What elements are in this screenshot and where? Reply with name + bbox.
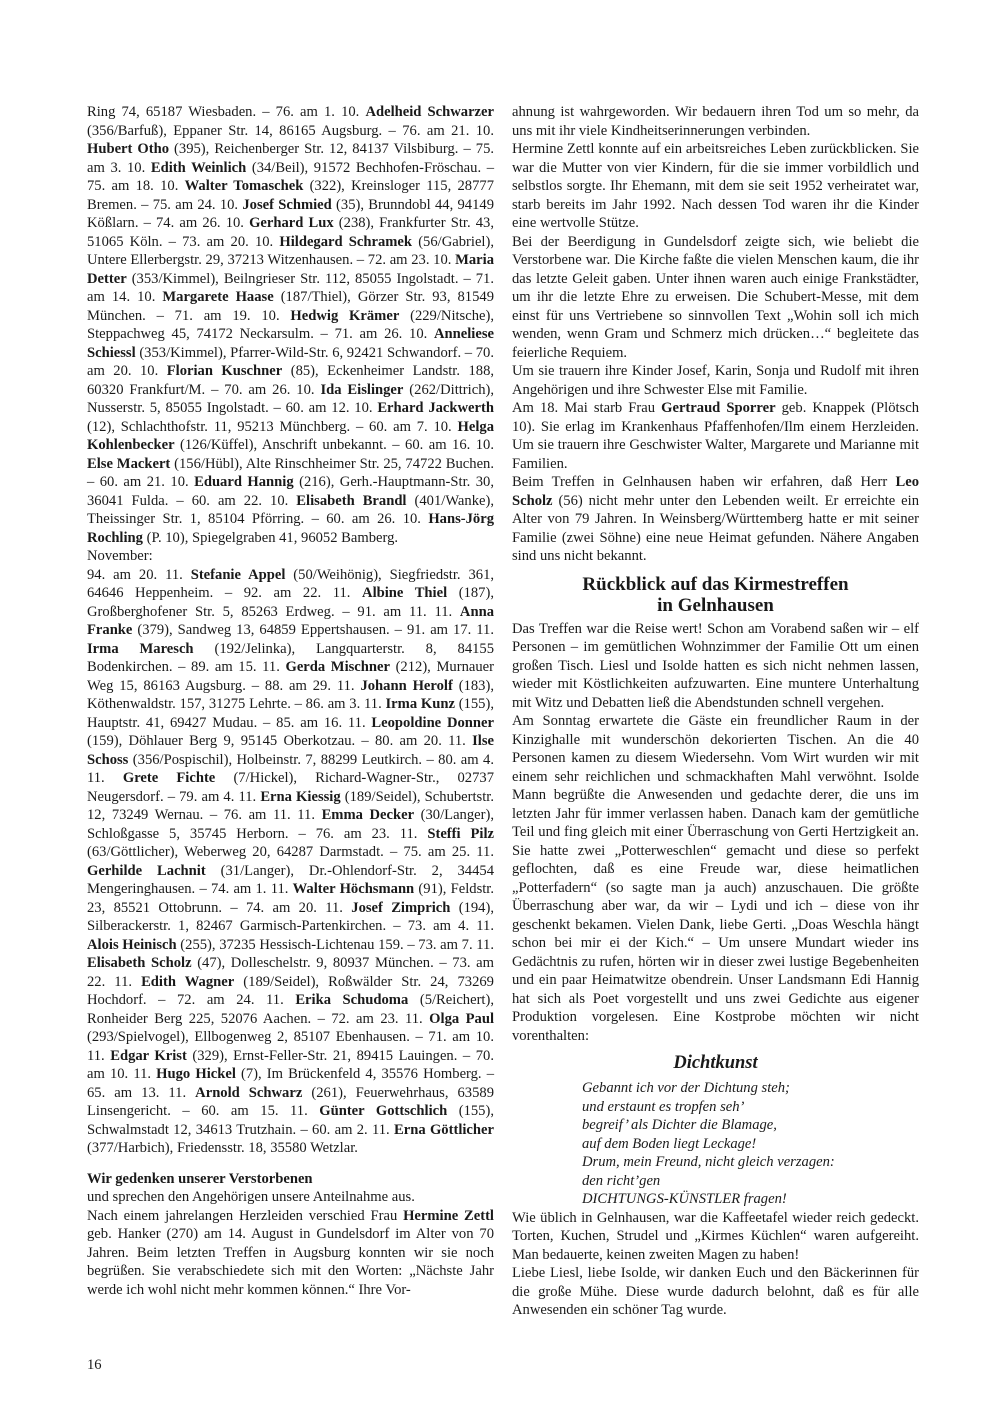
- person-name: Erna Kiessig: [260, 788, 341, 805]
- text-run: (12), Schlachthofstr. 11, 95213 Münchberg. – 60. am 7. 10.: [87, 418, 458, 435]
- text-run: (322), Kreinsloger 115, 28777 Bremen. – 75. am 24. 10.: [87, 178, 494, 213]
- person-name: Hermine Zettl: [403, 1207, 494, 1224]
- text-run: (126/Küffel), Anschrift unbekannt. – 60. am 16. 10.: [174, 437, 494, 453]
- birthday-list-october: [87, 103, 494, 547]
- paragraph: [512, 1264, 919, 1320]
- person-name: Erhard Jackwerth: [377, 400, 494, 416]
- text-run: (50/Weihönig), Siegfriedstr. 361, 64646 Heppenheim. – 92. am 22. 11.: [87, 566, 495, 601]
- left-column: [87, 103, 494, 1299]
- person-name: Edgar Krist: [110, 1047, 187, 1064]
- person-name: Josef Schmied: [242, 196, 332, 213]
- person-name: Johann Herolf: [360, 677, 453, 694]
- person-name: Leopoldine Donner: [371, 714, 494, 731]
- person-name: Emma Decker: [321, 807, 415, 823]
- person-name: Stefanie Appel: [190, 566, 286, 583]
- text-run: (187), Großberghofener Str. 5, 85263 Erdweg. – 91. am 11. 11.: [87, 585, 494, 620]
- person-name: Hildegard Schramek: [279, 233, 413, 250]
- person-name: Josef Zimprich: [351, 899, 451, 916]
- person-name: Margarete Haase: [162, 289, 274, 305]
- text-run: (293/Spielvogel), Ellbogenweg 2, 85107 Ebenhausen. – 71. am 10. 11.: [87, 1029, 494, 1064]
- person-name: Hubert Otho: [87, 141, 170, 157]
- text-run: (401/Wanke), Theissinger Str. 1, 85104 Pförring. – 60. am 26. 10.: [87, 492, 494, 527]
- text-run: (159), Döhlauer Berg 9, 95145 Oberkotzau. – 80. am 20. 11.: [87, 733, 473, 749]
- text-run: geb. Knappek (Plötsch 10). Sie erlag im Krankenhaus Pfaffenhofen/Ilm einem Herzleiden. Um sie trauern ihre Geschwister Walter, Margarete und Marianne mit Familien.: [512, 400, 919, 472]
- text-run: (187/Thiel), Görzer Str. 93, 81549 München. – 71. am 19. 10.: [87, 289, 494, 324]
- person-name: Grete Fichte: [122, 770, 216, 786]
- text-run: Am 18. Mai starb Frau: [512, 400, 662, 416]
- person-name: Hugo Hickel: [156, 1066, 236, 1082]
- person-name: Anneliese Schiessl: [87, 326, 494, 361]
- text-run: (85), Eckenheimer Landstr. 188, 60320 Frankfurt/M. – 70. am 26. 10.: [87, 363, 495, 398]
- poem-line: DICHTUNGS-KÜNSTLER fragen!: [582, 1191, 787, 1207]
- person-name: Helga Kohlenbecker: [87, 418, 494, 453]
- paragraph: [512, 103, 919, 140]
- person-name: Irma Maresch: [87, 640, 194, 657]
- text-run: (194), Silberackerstr. 1, 82467 Garmisch-Partenkirchen. – 73. am 4. 11.: [87, 899, 494, 934]
- deceased-subline: und sprechen den Angehörigen unsere Anteilnahme aus.: [87, 1189, 415, 1205]
- article-title: [512, 574, 919, 616]
- paragraph: [512, 712, 919, 1045]
- person-name: Edith Weinlich: [150, 159, 247, 176]
- text-run: (189/Seidel), Roßwälder Str. 24, 73269 Hochdorf. – 72. am 24. 11.: [87, 973, 494, 1008]
- person-name: Olga Paul: [429, 1010, 495, 1027]
- text-run: Bei der Beerdigung in Gundelsdorf zeigte sich, wie beliebt die Verstorbene war. Die Kirche faßte die vielen Menschen kaum, die ihr das letzte Geleit gaben. Unter ihnen waren auch einige Frankstädter, um ihr die letzte Ehre zu erweisen. Die Schubert-Messe, mit dem einst für uns Vertriebene so sinnvollen Text „Wohin soll ich mich wenden, wenn Gram und Schmerz mich drücken…“ begleitete das feierliche Requiem.: [512, 233, 919, 361]
- person-name: Ida Eislinger: [320, 381, 404, 398]
- person-name: Elisabeth Scholz: [87, 955, 192, 971]
- text-run: (155), Schwalmstadt 12, 34613 Trutzhain. – 60. am 2. 11.: [87, 1103, 494, 1138]
- text-run: (30/Langer), Schloßgasse 5, 35745 Herborn. – 76. am 23. 11.: [87, 807, 494, 842]
- person-name: Alois Heinisch: [87, 936, 177, 953]
- text-run: (56) nicht mehr unter den Lebenden weilt. Er erreichte ein Alter von 79 Jahren. In Weinsberg/Württemberg hatte er mit seiner Familie (zwei Söhne) eine neue Heimat gefunden. Nähere Angaben sind uns nicht bekannt.: [512, 492, 919, 564]
- text-run: (34/Beil), 91572 Bechhofen-Fröschau. – 75. am 18. 10.: [87, 159, 495, 194]
- article-body: [512, 620, 919, 1046]
- text-run: (216), Gerh.-Hauptmann-Str. 30, 36041 Fulda. – 60. am 22. 10.: [87, 474, 494, 509]
- person-name: Hans-Jörg Rochling: [87, 511, 494, 546]
- text-run: (91), Feldstr. 23, 85521 Ottobrunn. – 74. am 20. 11.: [87, 881, 495, 916]
- paragraph: [512, 140, 919, 233]
- text-run: (262/Dittrich), Nusserstr. 5, 85055 Ingolstadt. – 60. am 12. 10.: [87, 381, 494, 416]
- text-run: (47), Dolleschelstr. 9, 80937 München. – 73. am 22. 11.: [87, 955, 494, 990]
- article-title-line-2: in Gelnhausen: [657, 594, 774, 616]
- november-label: November:: [87, 548, 153, 564]
- person-name: Irma Kunz: [385, 696, 455, 712]
- person-name: Albine Thiel: [362, 585, 448, 601]
- text-run: (356/Barfuß), Eppaner Str. 14, 86165 Augsburg. – 76. am 21. 10.: [87, 122, 494, 139]
- text-run: (255), 37235 Hessisch-Lichtenau 159. – 73. am 7. 11.: [176, 936, 494, 953]
- deceased-heading: Wir gedenken unserer Verstorbenen: [87, 1170, 313, 1187]
- text-run: Wie üblich in Gelnhausen, war die Kaffeetafel wieder reich gedeckt. Torten, Kuchen, Strudel und „Kirmes Küchlen“ waren aufgereiht. Man bedauerte, keinen zweiten Magen zu haben!: [512, 1209, 919, 1263]
- text-run: (63/Göttlicher), Weberweg 20, 64287 Darmstadt. – 75. am 25. 11.: [87, 844, 494, 860]
- person-name: Gerda Mischner: [285, 659, 390, 675]
- obituary-zettl: [87, 1207, 494, 1300]
- text-run: Das Treffen war die Reise wert! Schon am Vorabend saßen wir – elf Personen – im gemütlichen Wohnzimmer der Familie Ott um einen großen Tisch. Liesl und Isolde hatten es sich nicht nehmen lassen, wieder mit Köstlichkeiten aufzuwarten. Eine muntere Unterhaltung mit Witz und Debatten ließ die Abendstunden schnell vergehen.: [512, 620, 919, 711]
- text-run: (229/Nitsche), Steppachweg 45, 74172 Neckarsulm. – 71. am 26. 10.: [87, 307, 494, 342]
- paragraph: [512, 473, 919, 566]
- poem-line: auf dem Boden liegt Leckage!: [582, 1135, 757, 1152]
- text-run: (156/Hübl), Alte Rinschheimer Str. 25, 74722 Buchen. – 60. am 21. 10.: [87, 455, 495, 490]
- person-name: Leo Scholz: [512, 474, 919, 509]
- person-name: Hedwig Krämer: [290, 307, 400, 324]
- person-name: Else Mackert: [87, 455, 171, 472]
- person-name: Gertraud Sporrer: [661, 400, 776, 416]
- person-name: Anna Franke: [87, 603, 494, 638]
- text-run: Ring 74, 65187 Wiesbaden. – 76. am 1. 10.: [87, 104, 366, 120]
- text-run: Um sie trauern ihre Kinder Josef, Karin, Sonja und Rudolf mit ihren Angehörigen und ihre Schwester Else mit Familie.: [512, 363, 919, 398]
- paragraph: [512, 620, 919, 713]
- text-run: (261), Feuerwehrhaus, 63589 Linsengericht. – 60. am 15. 11.: [87, 1084, 494, 1119]
- person-name: Adelheid Schwarzer: [365, 104, 494, 120]
- poem-line: den richt’gen: [582, 1172, 661, 1189]
- poem-line: Gebannt ich vor der Dichtung steh;: [582, 1080, 790, 1096]
- text-run: (35), Brunndobl 44, 94149 Kößlarn. – 74. am 26. 10.: [87, 196, 494, 231]
- text-run: Am Sonntag erwartete die Gäste ein freundlicher Raum in der Kinzighalle mit wunderschön dekorierten Tischen. An die 40 Personen kamen zu diesem Wiedersehn. Vom Wirt wurden wir mit einem sehr reichlichen und schmackhaften Mahl verwöhnt. Isolde Mann begrüßte die Anwesenden und gedachte derer, die uns im letzten Jahr für immer verlassen haben. Danach kam der gemütliche Teil und fing gleich mit einer Überraschung von Gerti Hertzigkeit an. Sie hatte zwei „Potterweschlen“ gemacht und diese so perfekt geflochten, daß es eine Freude war, diese heimatlichen „Potterfadern“ (so sagte man ja auch) anzuschauen. Die größte Überraschung aber war, da wir – Lydi und ich – diese von ihr geschenkt bekamen. Vielen Dank, liebe Gerti. „Doas Weschla hängt schon bei mir ei der Kich.“ – Um unsere Mundart wieder ins Gedächtnis zu rufen, hörten wir in dieser zwei lustige Begebenheiten und ein paar Heimatwitze obendrein. Unser Landsmann Edi Hannig hat sich als Poet vorgestellt und uns zwei Gedichte aus eigener Produktion vorgelesen. Eine Kostprobe möchten wir nicht vorenthalten:: [512, 713, 919, 1044]
- paragraph: [512, 362, 919, 399]
- paragraph: [512, 233, 919, 363]
- poem: [582, 1079, 919, 1209]
- text-run: (238), Frankfurter Str. 43, 51065 Köln. – 73. am 20. 10.: [87, 215, 494, 250]
- text-run: (7), Im Brückenfeld 4, 35576 Homberg. – 65. am 13. 11.: [87, 1066, 495, 1101]
- person-name: Ilse Schoss: [87, 733, 494, 768]
- paragraph: [512, 399, 919, 473]
- text-run: (353/Kimmel), Beilngrieser Str. 112, 85055 Ingolstadt. – 71. am 14. 10.: [87, 270, 494, 305]
- page-number: 16: [87, 1357, 102, 1373]
- text-run: (56/Gabriel), Untere Ellerbergstr. 29, 37213 Witzenhausen. – 72. am 23. 10.: [87, 233, 494, 268]
- poem-title: Dichtkunst: [673, 1053, 758, 1073]
- person-name: Maria Detter: [87, 252, 494, 287]
- person-name: Steffi Pilz: [427, 825, 494, 842]
- person-name: Eduard Hannig: [194, 474, 294, 490]
- text-run: (379), Sandweg 13, 64859 Eppertshausen. – 91. am 17. 11.: [132, 622, 494, 638]
- person-name: Arnold Schwarz: [195, 1084, 303, 1101]
- text-run: geb. Hanker (270) am 14. August in Gundelsdorf im Alter von 70 Jahren. Beim letzten Treffen in Augsburg konnten wir sie noch begrüßen. Sie verabschiedete sich mit den Worten: „Nächste Jahr werde ich wohl nicht mehr kommen können.“ Ihre Vor-: [87, 1226, 494, 1298]
- text-run: (212), Murnauer Weg 15, 86163 Augsburg. – 88. am 29. 11.: [87, 659, 494, 694]
- person-name: Erna Göttlicher: [394, 1121, 494, 1138]
- text-run: (189/Seidel), Schubertstr. 12, 73249 Wernau. – 76. am 11. 11.: [87, 788, 494, 823]
- person-name: Elisabeth Brandl: [296, 492, 407, 509]
- text-run: (353/Kimmel), Pfarrer-Wild-Str. 6, 92421 Schwandorf. – 70. am 20. 10.: [87, 344, 494, 379]
- text-run: Nach einem jahrelangen Herzleiden verschied Frau: [87, 1207, 404, 1224]
- person-name: Gerhilde Lachnit: [87, 862, 206, 879]
- person-name: Erika Schudoma: [295, 992, 409, 1008]
- text-run: (183), Köthenwaldstr. 157, 31275 Lehrte. – 86. am 3. 11.: [87, 677, 494, 712]
- text-run: 94. am 20. 11.: [87, 566, 191, 583]
- person-name: Gerhard Lux: [249, 215, 334, 231]
- person-name: Edith Wagner: [141, 973, 235, 990]
- text-run: (377/Harbich), Friedensstr. 18, 35580 Wetzlar.: [87, 1140, 358, 1156]
- text-run: (7/Hickel), Richard-Wagner-Str., 02737 Neugersdorf. – 79. am 4. 11.: [87, 770, 494, 805]
- text-run: (356/Pospischil), Holbeinstr. 7, 88299 Leutkirch. – 80. am 4. 11.: [87, 751, 494, 786]
- obituary-paragraphs: [512, 103, 919, 566]
- poem-line: Drum, mein Freund, nicht gleich verzagen:: [582, 1154, 835, 1170]
- person-name: Florian Kuschner: [166, 363, 283, 379]
- text-run: Liebe Liesl, liebe Isolde, wir danken Euch und den Bäckerinnen für die große Mühe. Diese wurde dadurch belohnt, daß es für alle Anwesenden ein schöner Tag wurde.: [512, 1265, 919, 1318]
- paragraph: [512, 1209, 919, 1265]
- text-run: (31/Langer), Dr.-Ohlendorf-Str. 2, 34454 Mengeringhausen. – 74. am 1. 11.: [87, 862, 494, 897]
- article-closing: [512, 1209, 919, 1320]
- text-run: Beim Treffen in Gelnhausen haben wir erfahren, daß Herr: [512, 474, 896, 490]
- text-run: (155), Hauptstr. 41, 69427 Mudau. – 85. am 16. 11.: [87, 696, 494, 731]
- text-run: (5/Reichert), Ronheider Berg 225, 52076 Aachen. – 72. am 23. 11.: [87, 992, 494, 1027]
- right-column: [512, 103, 919, 1320]
- text-run: (P. 10), Spiegelgraben 41, 96052 Bamberg.: [142, 529, 399, 546]
- text-run: (329), Ernst-Feller-Str. 21, 89415 Lauingen. – 70. am 10. 11.: [87, 1047, 494, 1082]
- text-run: Hermine Zettl konnte auf ein arbeitsreiches Leben zurückblicken. Sie war die Mutter von vier Kindern, für die sie immer vorbildlich und selbstlos sorgte. Ihr Ehemann, mit dem sie seit 1952 verheiratet war, starb bereits im Jahr 1992. Nach dessen Tod waren ihr die Kinder eine wertvolle Stütze.: [512, 141, 919, 231]
- text-run: (192/Jelinka), Langquarterstr. 8, 84155 Bodenkirchen. – 89. am 15. 11.: [87, 640, 495, 675]
- text-run: ahnung ist wahrgeworden. Wir bedauern ihren Tod um so mehr, da uns mit ihr viele Kindheitserinnerungen verbinden.: [512, 104, 919, 139]
- person-name: Walter Tomaschek: [184, 178, 304, 194]
- person-name: Walter Höchsmann: [292, 881, 415, 897]
- article-title-line-1: Rückblick auf das Kirmestreffen: [582, 573, 849, 595]
- birthday-list-november: [87, 566, 494, 1158]
- text-run: (395), Reichenberger Str. 12, 84137 Vilsbiburg. – 75. am 3. 10.: [87, 141, 495, 176]
- person-name: Günter Gottschlich: [319, 1103, 448, 1119]
- poem-line: und erstaunt es tropfen seh’: [582, 1098, 745, 1115]
- poem-line: begreif’ als Dichter die Blamage,: [582, 1117, 777, 1133]
